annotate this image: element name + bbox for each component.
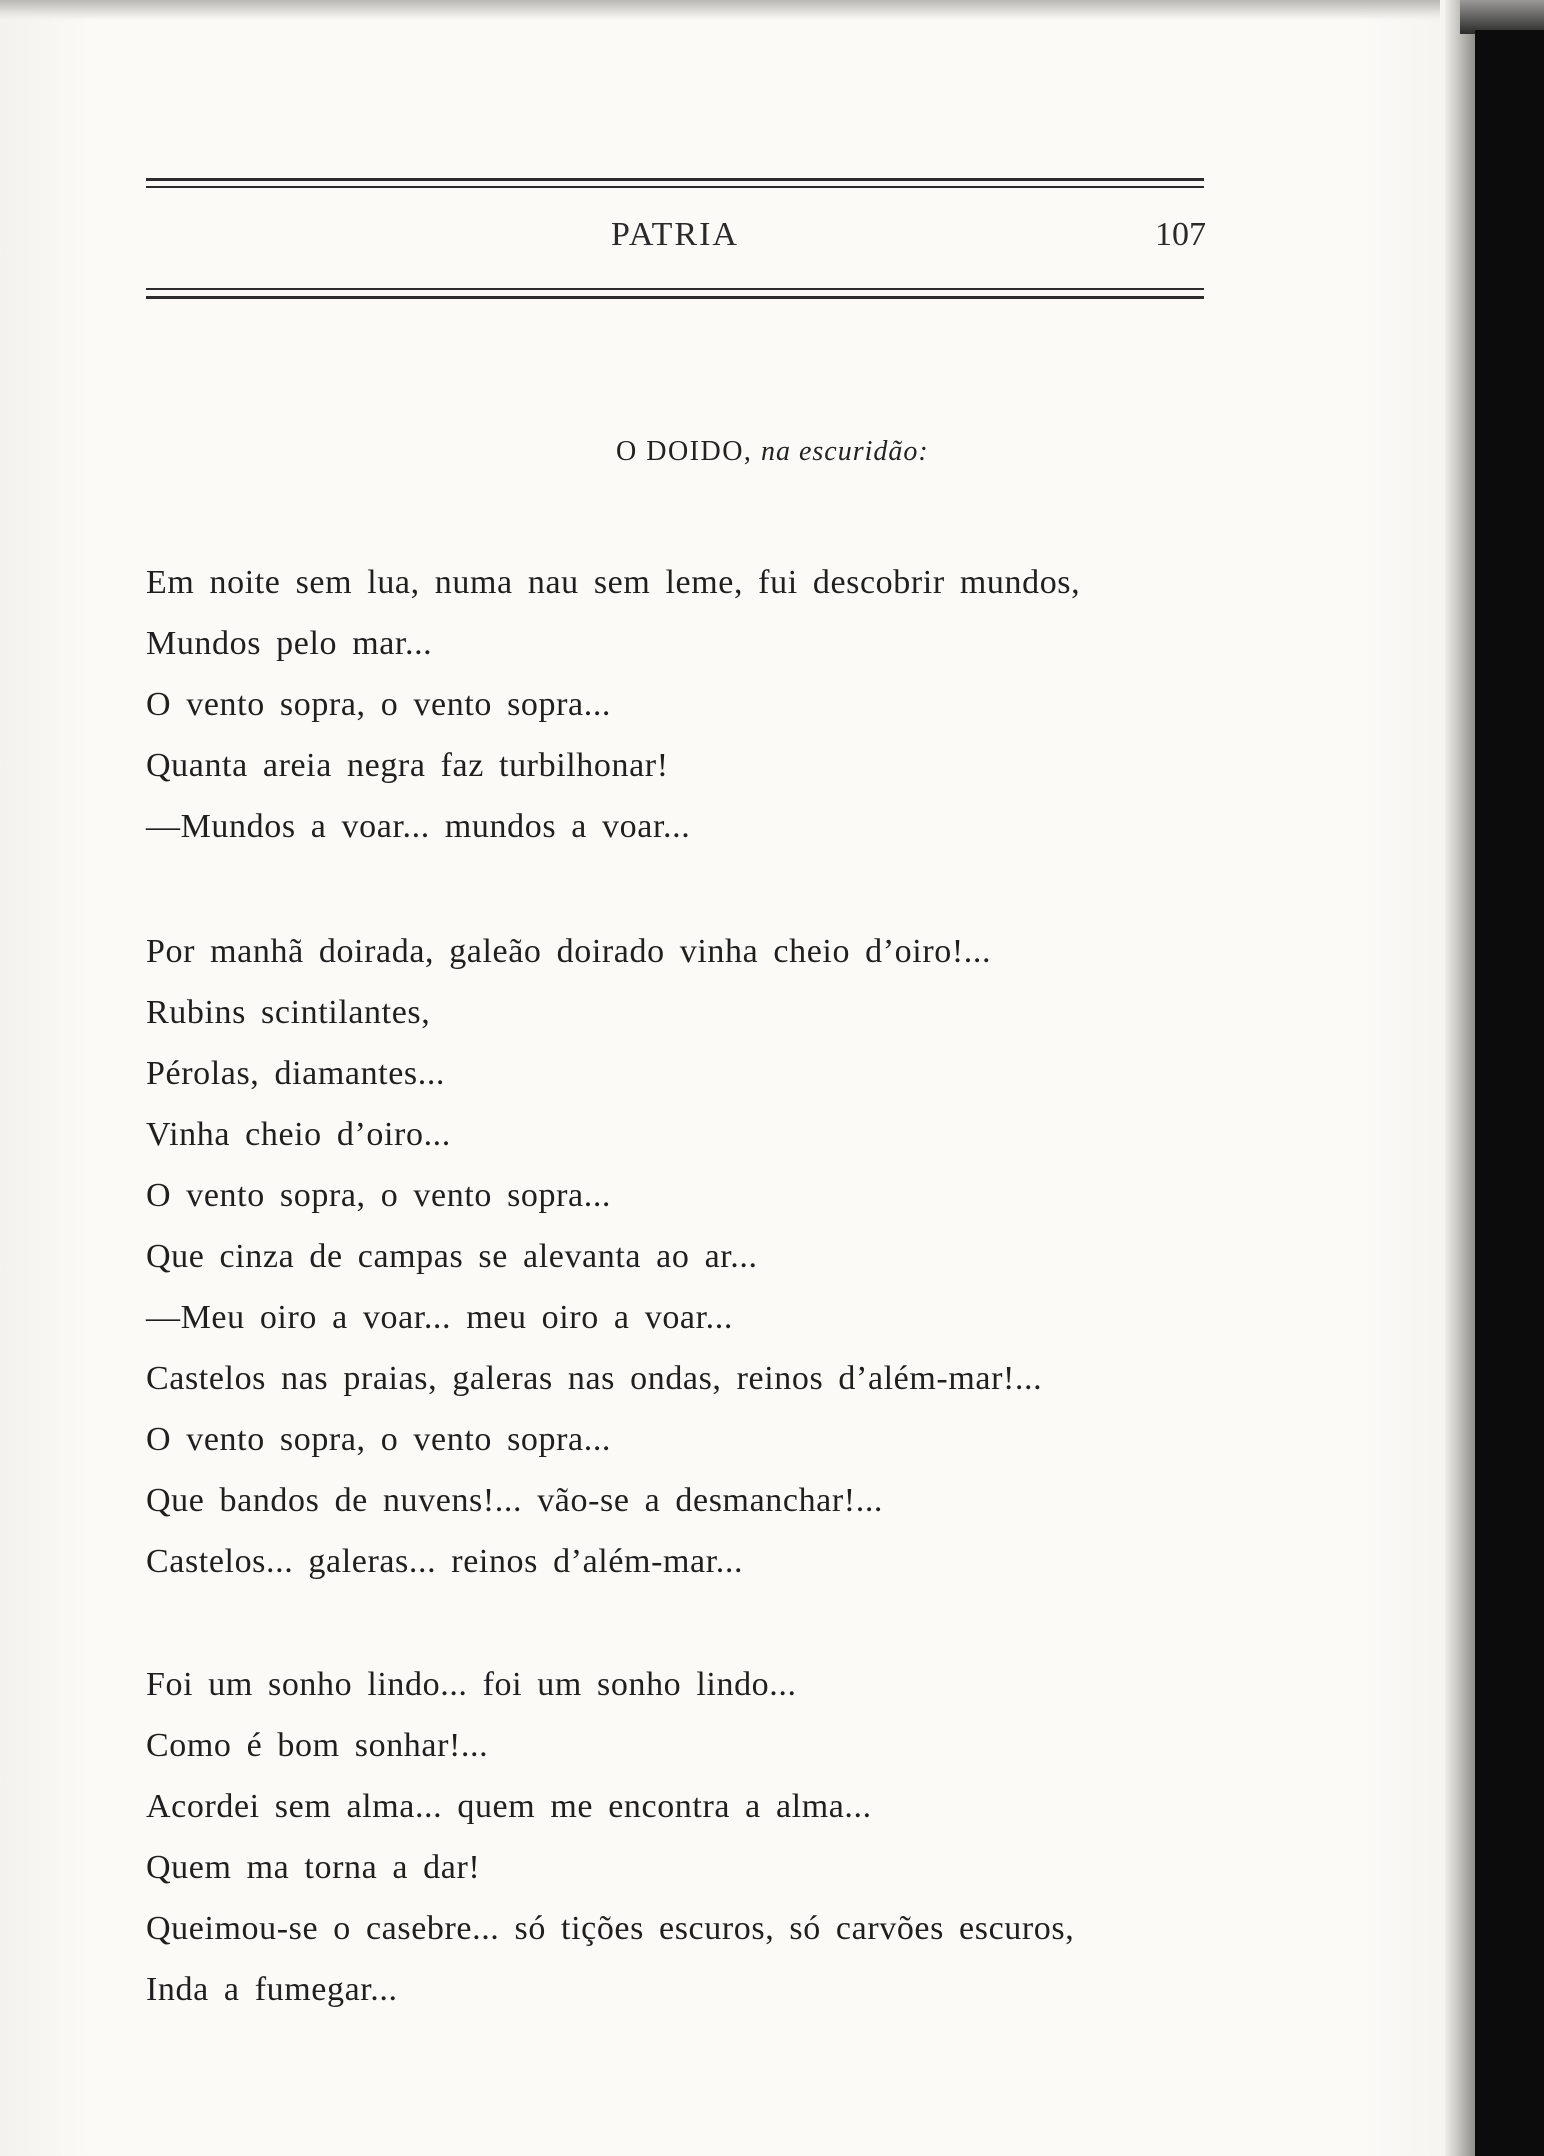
verse-line: Queimou-se o casebre... só tições escuros, só carvões escuros, bbox=[146, 1910, 1075, 1947]
binding-shadow bbox=[1475, 30, 1544, 2156]
stanza-break bbox=[146, 1592, 1236, 1654]
verse-line: Inda a fumegar... bbox=[146, 1971, 398, 2008]
running-title: PATRIA bbox=[611, 216, 739, 253]
verse-line: Por manhã doirada, galeão doirado vinha cheio d’oiro!... bbox=[146, 933, 992, 970]
verse-line: Que cinza de campas se alevanta ao ar... bbox=[146, 1238, 758, 1275]
verse-line: Que bandos de nuvens!... vão-se a desmanchar!... bbox=[146, 1482, 884, 1519]
verse-line: Foi um sonho lindo... foi um sonho lindo... bbox=[146, 1666, 797, 1703]
verse-line: Acordei sem alma... quem me encontra a alma... bbox=[146, 1788, 872, 1825]
verse-line: Castelos nas praias, galeras nas ondas, reinos d’além-mar!... bbox=[146, 1360, 1043, 1397]
verse-line: Quanta areia negra faz turbilhonar! bbox=[146, 747, 669, 784]
verse-line: Quem ma torna a dar! bbox=[146, 1849, 481, 1886]
verse-line: —Mundos a voar... mundos a voar... bbox=[146, 808, 691, 845]
binding-gutter bbox=[1445, 0, 1475, 2156]
header-rule-bottom-2 bbox=[146, 296, 1204, 299]
verse-line: O vento sopra, o vento sopra... bbox=[146, 1421, 612, 1458]
verse-line: Vinha cheio d’oiro... bbox=[146, 1116, 451, 1153]
binding-shadow-top bbox=[1460, 0, 1544, 34]
verse-line: Pérolas, diamantes... bbox=[146, 1055, 446, 1092]
verse-line: Em noite sem lua, numa nau sem leme, fui descobrir mundos, bbox=[146, 564, 1081, 601]
verse-line: O vento sopra, o vento sopra... bbox=[146, 1177, 612, 1214]
speaker-heading bbox=[616, 436, 929, 468]
speaker-name: O DOIDO, bbox=[616, 436, 753, 467]
page-top-edge bbox=[0, 0, 1440, 20]
poem-body bbox=[146, 552, 1236, 2020]
verse-line: Castelos... galeras... reinos d’além-mar... bbox=[146, 1543, 744, 1580]
verse-line: —Meu oiro a voar... meu oiro a voar... bbox=[146, 1299, 733, 1336]
header-rule-top-1 bbox=[146, 178, 1204, 181]
stanza-1 bbox=[146, 552, 1236, 857]
verse-line: Rubins scintilantes, bbox=[146, 994, 431, 1031]
verse-line: O vento sopra, o vento sopra... bbox=[146, 686, 612, 723]
header-rule-bottom-1 bbox=[146, 288, 1204, 290]
verse-line: Como é bom sonhar!... bbox=[146, 1727, 489, 1764]
stanza-3 bbox=[146, 1654, 1236, 2020]
stanza-break bbox=[146, 857, 1236, 921]
speaker-stage-direction: na escuridão: bbox=[760, 436, 929, 467]
header-rule-top-2 bbox=[146, 186, 1204, 188]
stanza-2 bbox=[146, 921, 1236, 1592]
verse-line: Mundos pelo mar... bbox=[146, 625, 433, 662]
page-number: 107 bbox=[1155, 216, 1206, 253]
